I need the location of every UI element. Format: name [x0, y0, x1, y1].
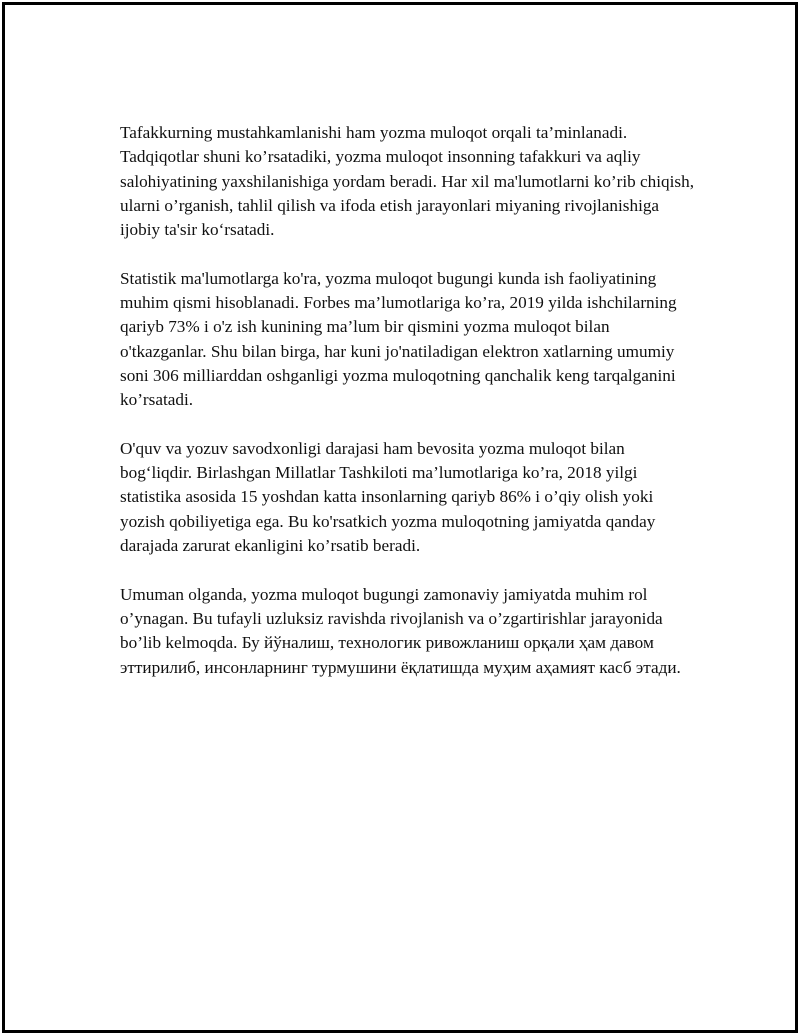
- page-frame: [2, 2, 798, 1033]
- paragraph-4: Umuman olganda, yozma muloqot bugungi zamonaviy jamiyatda muhim rol o’ynagan. Bu tufayli uzluksiz ravishda rivojlanish va o’zgartirishlar jarayonida bo’lib kelmoqda. Бу йўналиш, технологик ривожланиш орқали ҳам давом эттирилиб, инсонларнинг турмушини ёқлатишда муҳим аҳамият касб этади.: [120, 584, 681, 677]
- document-body: [120, 121, 700, 704]
- paragraph-3: O'quv va yozuv savodxonligi darajasi ham bevosita yozma muloqot bilan bog‘liqdir. Birlashgan Millatlar Tashkiloti ma’lumotlariga ko’ra, 2018 yilgi statistika asosida 15 yoshdan katta insonlarning qariyb 86% i o’qiy olish yoki yozish qobiliyetiga ega. Bu ko'rsatkich yozma muloqotning jamiyatda qanday darajada zarurat ekanligini ko’rsatib beradi.: [120, 438, 656, 556]
- paragraph-2: Statistik ma'lumotlarga ko'ra, yozma muloqot bugungi kunda ish faoliyatining muhim qismi hisoblanadi. Forbes ma’lumotlariga ko’ra, 2019 yilda ishchilarning qariyb 73% i o'z ish kunining ma’lum bir qismini yozma muloqot bilan o'tkazganlar. Shu bilan birga, har kuni jo'natiladigan elektron xatlarning umumiy soni 306 milliarddan oshganligi yozma muloqotning qanchalik keng tarqalganini ko’rsatadi.: [120, 268, 677, 410]
- paragraph-1: Tafakkurning mustahkamlanishi ham yozma muloqot orqali ta’minlanadi. Tadqiqotlar shuni ko’rsatadiki, yozma muloqot insonning tafakkuri va aqliy salohiyatining yaxshilanishiga yordam beradi. Har xil ma'lumotlarni ko’rib chiqish, ularni o’rganish, tahlil qilish va ifoda etish jarayonlari miyaning rivojlanishiga ijobiy ta'sir ko‘rsatadi.: [120, 123, 694, 240]
